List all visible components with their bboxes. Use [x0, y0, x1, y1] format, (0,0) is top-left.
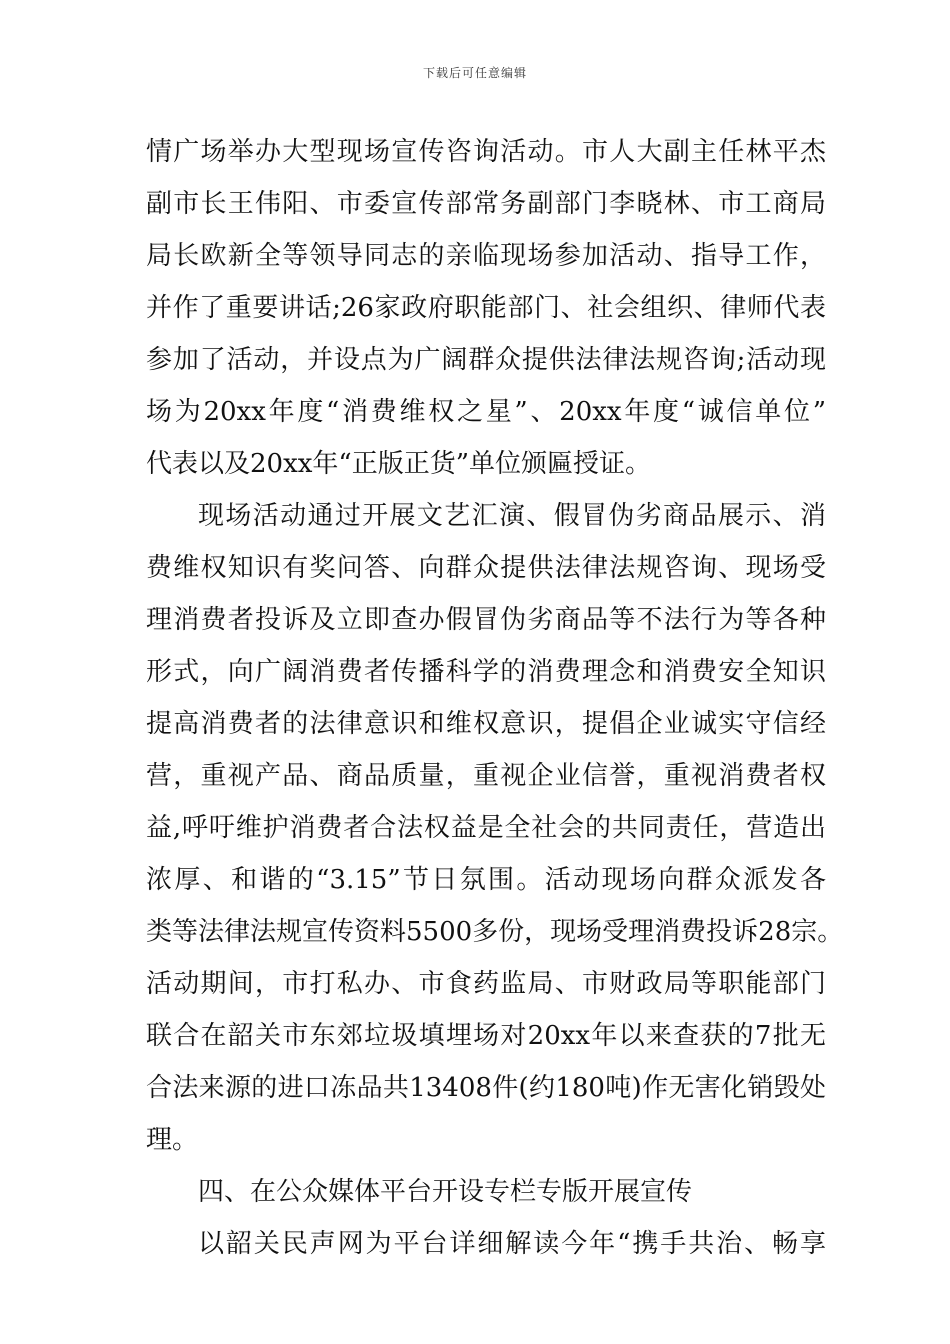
text-line: 益,呼吁维护消费者合法权益是全社会的共同责任，营造出 [146, 813, 826, 843]
text-line: 副市长王伟阳、市委宣传部常务副部门李晓林、市工商局 [146, 189, 826, 219]
text-line: 浓厚、和谐的“3.15”节日氛围。活动现场向群众派发各 [146, 865, 826, 895]
text-line: 并作了重要讲话;26家政府职能部门、社会组织、律师代表 [146, 293, 826, 323]
section-heading: 四、在公众媒体平台开设专栏专版开展宣传 [198, 1177, 693, 1207]
text-line: 合法来源的进口冻品共13408件(约180吨)作无害化销毁处 [146, 1073, 826, 1103]
text-line: 营，重视产品、商品质量，重视企业信誉，重视消费者权 [146, 761, 826, 791]
text-line: 理消费者投诉及立即查办假冒伪劣商品等不法行为等各种 [146, 605, 826, 635]
text-line: 提高消费者的法律意识和维权意识，提倡企业诚实守信经 [146, 709, 826, 739]
text-line: 理。 [146, 1125, 199, 1155]
text-line: 代表以及20xx年“正版正货”单位颁匾授证。 [146, 449, 651, 479]
text-line: 情广场举办大型现场宣传咨询活动。市人大副主任林平杰 [146, 137, 826, 167]
text-line: 场为20xx年度“消费维权之星”、20xx年度“诚信单位” [146, 397, 826, 427]
page-header: 下载后可任意编辑 [422, 66, 527, 80]
paragraph-first-line: 现场活动通过开展文艺汇演、假冒伪劣商品展示、消 [198, 501, 826, 531]
text-line: 形式，向广阔消费者传播科学的消费理念和消费安全知识 [146, 657, 826, 687]
document-body [146, 126, 844, 1270]
text-line: 局长欧新全等领导同志的亲临现场参加活动、指导工作， [146, 241, 826, 271]
text-line: 类等法律法规宣传资料5500多份，现场受理消费投诉28宗。 [146, 917, 844, 947]
text-line: 联合在韶关市东郊垃圾填埋场对20xx年以来查获的7批无 [146, 1021, 826, 1051]
text-line: 参加了活动，并设点为广阔群众提供法律法规咨询;活动现 [146, 345, 826, 375]
paragraph-first-line: 以韶关民声网为平台详细解读今年“携手共治、畅享 [198, 1229, 826, 1259]
text-line: 活动期间，市打私办、市食药监局、市财政局等职能部门 [146, 969, 826, 999]
text-line: 费维权知识有奖问答、向群众提供法律法规咨询、现场受 [146, 553, 826, 583]
